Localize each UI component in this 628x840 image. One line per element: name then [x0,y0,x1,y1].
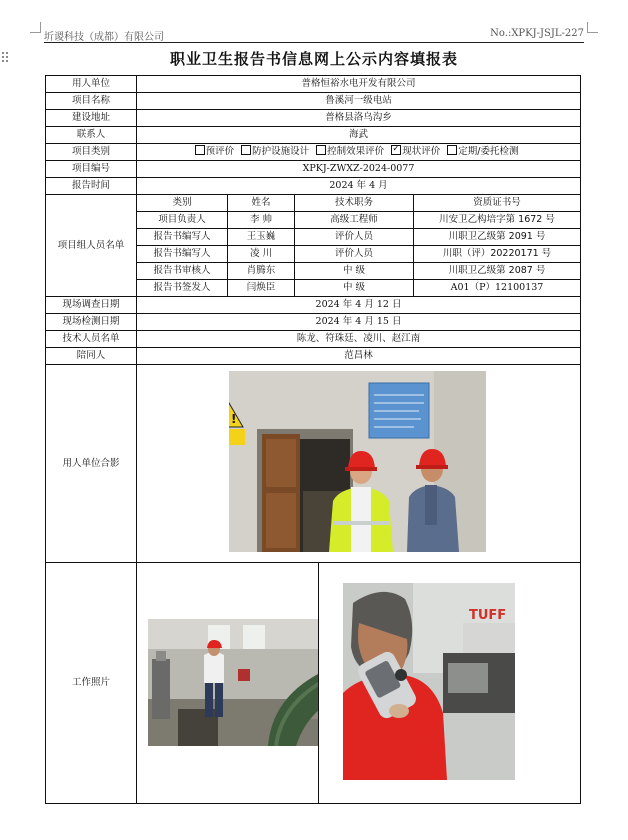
team-role: 报告书签发人 [137,280,228,297]
team-name: 王玉巍 [228,229,295,246]
team-role: 报告书编写人 [137,229,228,246]
row-employer [46,76,581,93]
checkbox-pre-evaluation[interactable] [195,145,205,155]
row-tech-staff [46,331,581,348]
category-option: 防护设施设计 [241,146,309,157]
employer-label: 用人单位 [46,76,137,93]
address-label: 建设地址 [46,110,137,127]
contact-label: 联系人 [46,127,137,144]
checkbox-status-evaluation[interactable] [391,145,401,155]
crop-mark-top-right [587,22,598,33]
team-label: 项目组人员名单 [46,195,137,297]
row-report-time [46,178,581,195]
work-photo-right [343,583,515,780]
warning-sign-icon: ! [231,412,237,426]
work-photo-label: 工作照片 [46,563,137,804]
header-rule [44,42,584,43]
team-header-category: 类别 [137,195,228,212]
team-header-name: 姓名 [228,195,295,212]
team-header-row [46,195,581,212]
team-cert: 川职卫乙级第 2091 号 [414,229,581,246]
checkbox-periodic-testing[interactable] [447,145,457,155]
survey-date-label: 现场调查日期 [46,297,137,314]
row-project-name [46,93,581,110]
group-photo-cell [137,365,581,563]
team-name: 肖腾东 [228,263,295,280]
team-title: 中 级 [295,280,414,297]
team-role: 报告书审核人 [137,263,228,280]
report-form-table [45,75,581,804]
category-option: 定期/委托检测 [447,146,518,157]
row-group-photo [46,365,581,563]
row-escort [46,348,581,365]
page-title: 职业卫生报告书信息网上公示内容填报表 [169,50,458,68]
project-name-label: 项目名称 [46,93,137,110]
row-test-date [46,314,581,331]
work-photo-right-cell [319,563,581,804]
escort-label: 陪同人 [46,348,137,365]
team-cert: 川职卫乙级第 2087 号 [414,263,581,280]
contact-value: 海武 [137,127,581,144]
category-option: 预评价 [195,146,235,157]
checkbox-control-effect[interactable] [316,145,326,155]
work-photo-left-image [148,619,319,746]
project-name-value: 鲁溪河一级电站 [137,93,581,110]
row-work-photos [46,563,581,804]
tech-staff-label: 技术人员名单 [46,331,137,348]
team-title: 中 级 [295,263,414,280]
survey-date-value: 2024 年 4 月 12 日 [137,297,581,314]
document-number: No.:XPKJ-JSJL-227 [490,28,584,39]
project-no-value: XPKJ-ZWXZ-2024-0077 [137,161,581,178]
checkbox-protection-design[interactable] [241,145,251,155]
tech-staff-value: 陈龙、符珠廷、凌川、赵江南 [137,331,581,348]
row-project-no [46,161,581,178]
category-option: 控制效果评价 [316,146,384,157]
team-role: 报告书编写人 [137,246,228,263]
team-name: 李 帅 [228,212,295,229]
category-option: ✓ 现状评价 [391,146,440,157]
group-photo-label: 用人单位合影 [46,365,137,563]
tuff-sign: TUFF [469,608,507,623]
report-time-label: 报告时间 [46,178,137,195]
team-role: 项目负责人 [137,212,228,229]
team-title: 评价人员 [295,246,414,263]
row-address [46,110,581,127]
team-cert: A01（P）12100137 [414,280,581,297]
escort-value: 范昌林 [137,348,581,365]
report-time-value: 2024 年 4 月 [137,178,581,195]
work-photo-left [148,619,319,746]
employer-value: 普格恒裕水电开发有限公司 [137,76,581,93]
company-name: 圻谡科技（成都）有限公司 [44,32,164,43]
team-header-title: 技术职务 [295,195,414,212]
project-no-label: 项目编号 [46,161,137,178]
category-label: 项目类别 [46,144,137,161]
category-options [137,144,581,161]
test-date-label: 现场检测日期 [46,314,137,331]
row-survey-date [46,297,581,314]
work-photo-left-cell [137,563,319,804]
test-date-value: 2024 年 4 月 15 日 [137,314,581,331]
address-value: 普格县洛乌沟乡 [137,110,581,127]
team-name: 闫焕臣 [228,280,295,297]
team-title: 评价人员 [295,229,414,246]
group-photo-image [229,371,486,552]
row-contact [46,127,581,144]
team-cert: 川职（评）20220171 号 [414,246,581,263]
team-header-cert: 资质证书号 [414,195,581,212]
group-photo [229,371,486,552]
team-name: 凌 川 [228,246,295,263]
team-cert: 川安卫乙构培字第 1672 号 [414,212,581,229]
row-category [46,144,581,161]
crop-mark-top-left [30,22,41,33]
work-photo-right-image [343,583,515,780]
team-title: 高级工程师 [295,212,414,229]
